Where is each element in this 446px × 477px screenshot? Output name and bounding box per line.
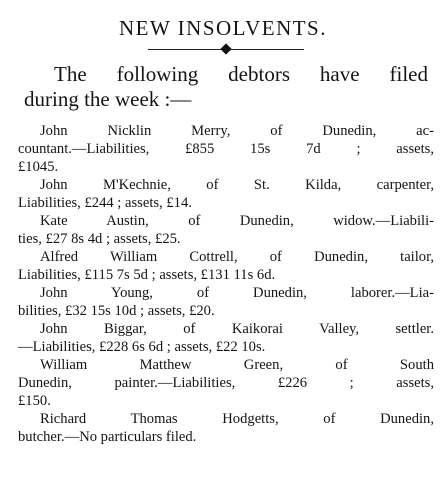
insolvent-entry	[18, 176, 434, 212]
entry-line: Kate Austin, of Dunedin, widow.—Liabili-	[40, 213, 434, 229]
entry-line: Alfred William Cottrell, of Dunedin, tailor,	[40, 249, 434, 265]
heading-rule-ornament	[220, 43, 231, 54]
entry-line: ties, £27 8s 4d ; assets, £25.	[18, 231, 181, 247]
insolvent-entry	[18, 248, 434, 284]
insolvent-entry	[18, 212, 434, 248]
insolvent-list	[18, 122, 434, 446]
entry-line: bilities, £32 15s 10d ; assets, £20.	[18, 303, 215, 319]
intro-line: The following debtors have filed	[54, 62, 428, 86]
entry-line: £1045.	[18, 159, 59, 175]
entry-line: John Young, of Dunedin, laborer.—Lia-	[40, 285, 434, 301]
entry-line: William Matthew Green, of South	[40, 357, 434, 373]
entry-line: Liabilities, £244 ; assets, £14.	[18, 195, 192, 211]
entry-line: countant.—Liabilities, £855 15s 7d ; assets,	[18, 141, 434, 157]
intro-line: during the week :—	[24, 87, 192, 111]
insolvent-entry	[18, 320, 434, 356]
insolvent-entry	[18, 356, 434, 410]
entry-line: —Liabilities, £228 6s 6d ; assets, £22 10s.	[18, 339, 266, 355]
entry-line: Richard Thomas Hodgetts, of Dunedin,	[40, 411, 434, 427]
insolvent-entry	[18, 122, 434, 176]
entry-line: John M'Kechnie, of St. Kilda, carpenter,	[40, 177, 434, 193]
entry-line: Dunedin, painter.—Liabilities, £226 ; assets,	[18, 375, 434, 391]
intro-paragraph	[24, 62, 428, 112]
insolvent-entry	[18, 284, 434, 320]
entry-line: butcher.—No particulars filed.	[18, 429, 197, 445]
entry-line: £150.	[18, 393, 51, 409]
entry-line: John Nicklin Merry, of Dunedin, ac-	[40, 123, 434, 139]
article-heading: NEW INSOLVENTS.	[118, 16, 327, 40]
entry-line: Liabilities, £115 7s 5d ; assets, £131 11s 6d.	[18, 267, 276, 283]
insolvent-entry	[18, 410, 434, 446]
entry-line: John Biggar, of Kaikorai Valley, settler.	[40, 321, 434, 337]
